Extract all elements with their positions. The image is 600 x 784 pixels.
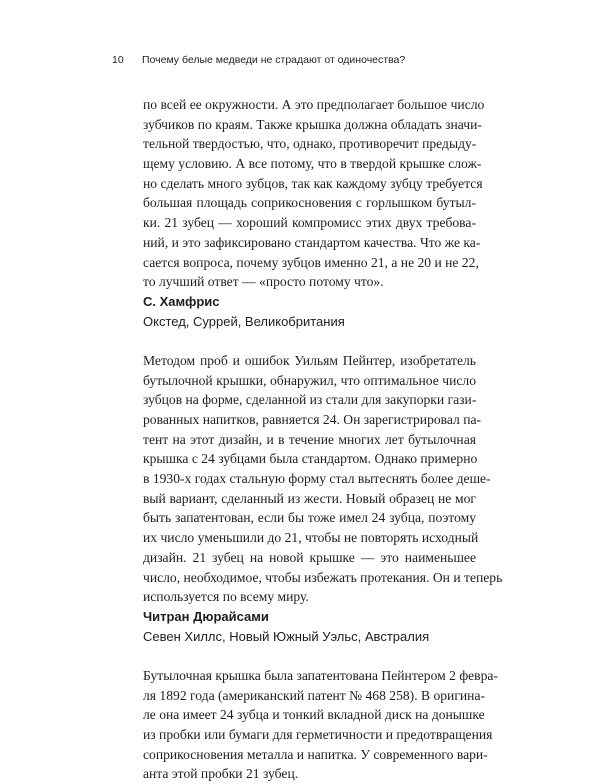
author-location: Севен Хиллс, Новый Южный Уэльс, Австралия bbox=[143, 628, 430, 644]
text-line: анта этой пробки 21 зубец. bbox=[143, 766, 299, 782]
running-title: Почему белые медведи не страдают от одиночества? bbox=[142, 54, 406, 66]
text-line: используется по всему миру. bbox=[143, 589, 309, 605]
author-location: Окстед, Суррей, Великобритания bbox=[143, 313, 345, 329]
text-line: крышка с 24 зубцами была стандартом. Однако примерно bbox=[143, 451, 478, 467]
text-line: ки. 21 зубец — хороший компромисс этих двух требова- bbox=[143, 215, 476, 231]
text-line: ля 1892 года (американский патент № 468 258). В оригина- bbox=[143, 687, 486, 703]
paragraph-gap bbox=[143, 646, 476, 666]
text-line: число, необходимое, чтобы избежать протекания. Он и теперь bbox=[143, 569, 503, 585]
text-line: щему условию. А все потому, что в твердой крышке слож- bbox=[143, 156, 482, 172]
text-line: сается вопроса, почему зубцов именно 21, а не 20 и не 22, bbox=[143, 254, 479, 270]
text-line: в 1930-х годах стальную форму стал вытеснять более деше- bbox=[143, 471, 491, 487]
text-line: бутылочной крышки, обнаружил, что оптимальное число bbox=[143, 372, 476, 388]
answer-paragraph bbox=[143, 666, 498, 784]
text-line: большая площадь соприкосновения с горлышком бутыл- bbox=[143, 195, 476, 211]
text-line: ний, и это зафиксировано стандартом качества. Что же ка- bbox=[143, 234, 481, 250]
running-header bbox=[112, 54, 405, 66]
answer-paragraph bbox=[143, 95, 485, 292]
text-line: но сделать много зубцов, так как каждому зубцу требуется bbox=[143, 175, 483, 191]
text-line: рованных напитков, равняется 24. Он зарегистрировал па- bbox=[143, 412, 482, 427]
text-line: тент на этот дизайн, и в течение многих лет бутылочная bbox=[143, 431, 476, 447]
text-line: их число уменьшили до 21, чтобы не повторять исходный bbox=[143, 530, 479, 546]
author-name: С. Хамфрис bbox=[143, 293, 220, 309]
text-line: из пробки или бумаги для герметичности и предотвращения bbox=[143, 727, 493, 742]
text-line: зубчиков по краям. Также крышка должна обладать значи- bbox=[143, 116, 482, 132]
author-name: Читран Дюрайсами bbox=[143, 608, 269, 624]
page-number: 10 bbox=[112, 54, 124, 66]
text-line: то лучший ответ — «просто потому что». bbox=[143, 274, 384, 290]
body-text bbox=[143, 95, 503, 784]
text-line: по всей ее окружности. А это предполагает большое число bbox=[143, 97, 485, 112]
answer-paragraph bbox=[143, 351, 503, 607]
text-line: зубцов на форме, сделанной из стали для закупорки гази- bbox=[143, 392, 477, 408]
text-line: вый вариант, сделанный из жести. Новый образец не мог bbox=[143, 490, 476, 506]
text-line: тельной твердостью, что, однако, противоречит предыду- bbox=[143, 136, 477, 152]
text-line: быть запатентован, если бы тоже имел 24 зубца, поэтому bbox=[143, 510, 476, 526]
text-line: ле она имеет 24 зубца и тонкий вкладной диск на донышке bbox=[143, 707, 485, 723]
paragraph-gap bbox=[143, 331, 476, 351]
text-line: соприкосновения металла и напитка. У современного вари- bbox=[143, 746, 488, 762]
text-line: дизайн. 21 зубец на новой крышке — это наименьшее bbox=[143, 549, 476, 565]
text-line: Методом проб и ошибок Уильям Пейнтер, изобретатель bbox=[143, 352, 476, 368]
text-line: Бутылочная крышка была запатентована Пейнтером 2 февра- bbox=[143, 667, 498, 683]
